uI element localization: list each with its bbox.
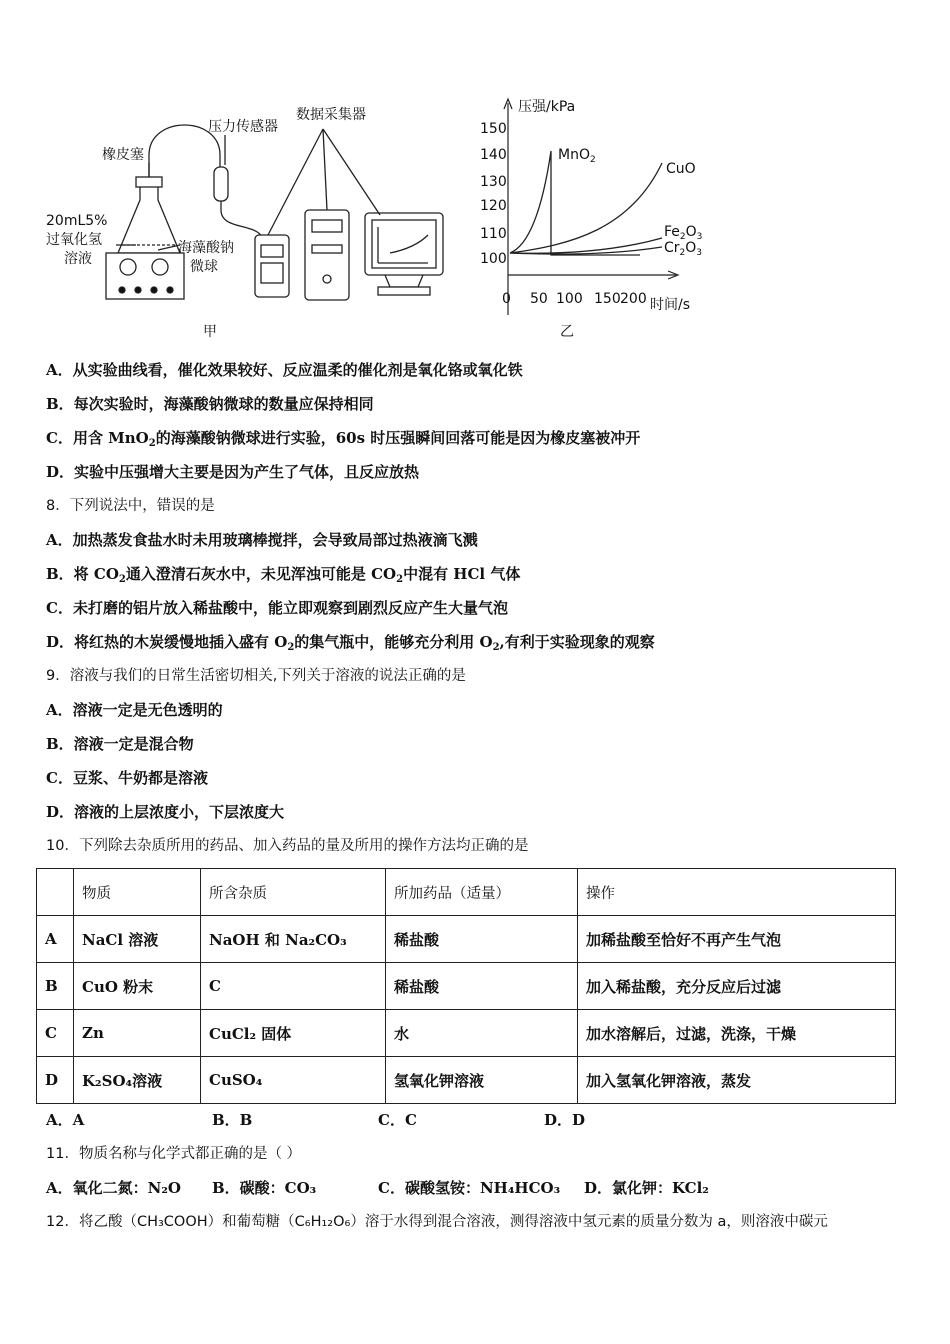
q9-option-a: A．溶液一定是无色透明的 — [46, 701, 223, 719]
q10-option-b: B．B — [212, 1111, 253, 1129]
experiment-figure — [40, 95, 740, 350]
q10-stem: 10．下列除去杂质所用的药品、加入药品的量及所用的操作方法均正确的是 — [46, 838, 529, 854]
q8-option-a: A．加热蒸发食盐水时未用玻璃棒搅拌，会导致局部过热液滴飞溅 — [46, 531, 478, 549]
label-reagent-3: 溶液 — [64, 251, 92, 267]
table-cell: A — [37, 916, 74, 963]
pressure-graph — [480, 99, 702, 340]
q11-options — [46, 1178, 709, 1198]
y-tick: 120 — [480, 198, 507, 214]
table-cell: NaOH 和 Na₂CO₃ — [201, 916, 386, 963]
y-tick: 150 — [480, 121, 507, 137]
table-row — [37, 916, 896, 963]
q9-option-d: D．溶液的上层浓度小，下层浓度大 — [46, 803, 285, 821]
q8-option-b: B．将 $CO_2$通入澄清石灰水中，未见浑浊可能是 $CO_2$中混有 HCl 气体 — [46, 565, 521, 585]
q9-option-c: C．豆浆、牛奶都是溶液 — [46, 769, 208, 787]
caption-jia: 甲 — [203, 324, 217, 340]
table-row — [37, 963, 896, 1010]
x-tick: 0 — [502, 291, 511, 307]
y-tick: 100 — [480, 251, 507, 267]
q11-option-a: A．氧化二氮：N₂O — [46, 1179, 181, 1197]
q8-stem: 8．下列说法中，错误的是 — [46, 498, 215, 514]
q7-option-c: C．用含 MnO$_2$的海藻酸钠微球进行实验，60s 时压强瞬间回落可能是因为橡皮塞被冲开 — [46, 429, 641, 449]
series-fe2o3-curve — [510, 238, 662, 253]
q8-option-c: C．未打磨的铝片放入稀盐酸中，能立即观察到剧烈反应产生大量气泡 — [46, 599, 508, 617]
table-cell: 稀盐酸 — [386, 916, 578, 963]
label-beads-2: 微球 — [190, 259, 218, 275]
q11-option-d: D．氯化钾：KCl₂ — [584, 1179, 709, 1197]
q10-options — [46, 1110, 585, 1130]
series-label-mno2: MnO$_2$ — [558, 147, 596, 165]
q11-stem: 11．物质名称与化学式都正确的是（ ） — [46, 1146, 302, 1162]
label-reagent-1: 20mL5% — [46, 213, 108, 229]
series-cuo-curve — [510, 163, 662, 253]
label-beads-1: 海藻酸钠 — [178, 240, 234, 256]
table-header-cell: 物质 — [74, 869, 201, 916]
table-cell: K₂SO₄溶液 — [74, 1057, 201, 1104]
y-tick: 140 — [480, 147, 507, 163]
series-label-cuo: CuO — [666, 161, 696, 177]
x-tick: 100 — [556, 291, 583, 307]
impurity-removal-table — [36, 868, 896, 1104]
q11-option-b: B．碳酸：CO₃ — [212, 1179, 317, 1197]
series-label-fe2o3: $Fe_2O_3$ — [664, 224, 703, 242]
table-cell: 水 — [386, 1010, 578, 1057]
table-cell: C — [201, 963, 386, 1010]
table-cell: C — [37, 1010, 74, 1057]
q7-option-d: D．实验中压强增大主要是因为产生了气体，且反应放热 — [46, 463, 420, 481]
q12-stem: 12．将乙酸（CH₃COOH）和葡萄糖（C₆H₁₂O₆）溶于水得到混合溶液，测得溶液中氢元素的质量分数为 a，则溶液中碳元 — [46, 1214, 828, 1230]
table-header-cell: 操作 — [578, 869, 896, 916]
label-rubber-stopper: 橡皮塞 — [102, 147, 144, 163]
y-axis-label: 压强/kPa — [518, 99, 576, 115]
y-tick: 110 — [480, 226, 507, 242]
table-cell: CuSO₄ — [201, 1057, 386, 1104]
x-tick: 150 — [594, 291, 621, 307]
label-reagent-2: 过氧化氢 — [46, 232, 102, 248]
table-cell: B — [37, 963, 74, 1010]
table-cell: 氢氧化钾溶液 — [386, 1057, 578, 1104]
q10-option-a: A．A — [46, 1111, 85, 1129]
q7-option-b: B．每次实验时，海藻酸钠微球的数量应保持相同 — [46, 395, 374, 413]
x-tick: 200 — [620, 291, 647, 307]
q9-stem: 9．溶液与我们的日常生活密切相关,下列关于溶液的说法正确的是 — [46, 668, 466, 684]
table-header-cell — [37, 869, 74, 916]
q9-option-b: B．溶液一定是混合物 — [46, 735, 194, 753]
q10-option-c: C．C — [378, 1111, 417, 1129]
table-cell: 加入氢氧化钾溶液，蒸发 — [578, 1057, 896, 1104]
q10-option-d: D．D — [544, 1111, 586, 1129]
table-cell: 稀盐酸 — [386, 963, 578, 1010]
q11-option-c: C．碳酸氢铵：NH₄HCO₃ — [378, 1179, 561, 1197]
table-header-row — [37, 869, 896, 916]
table-cell: D — [37, 1057, 74, 1104]
caption-yi: 乙 — [560, 324, 574, 340]
table-cell: 加水溶解后，过滤，洗涤，干燥 — [578, 1010, 896, 1057]
label-data-collector: 数据采集器 — [296, 107, 366, 123]
q8-option-d: D．将红热的木炭缓慢地插入盛有 $O_2$的集气瓶中，能够充分利用 $O_2$,有利于实验现象的观察 — [46, 633, 655, 653]
y-tick: 130 — [480, 174, 507, 190]
x-axis-label: 时间/s — [650, 297, 691, 313]
table-header-cell: 所含杂质 — [201, 869, 386, 916]
table-row — [37, 1057, 896, 1104]
table-row — [37, 1010, 896, 1057]
series-label-cr2o3: $Cr_2O_3$ — [664, 240, 703, 258]
table-cell: CuO 粉末 — [74, 963, 201, 1010]
table-cell: NaCl 溶液 — [74, 916, 201, 963]
table-cell: 加稀盐酸至恰好不再产生气泡 — [578, 916, 896, 963]
x-tick: 50 — [530, 291, 548, 307]
table-cell: 加入稀盐酸，充分反应后过滤 — [578, 963, 896, 1010]
label-pressure-sensor: 压力传感器 — [208, 119, 278, 135]
table-cell: CuCl₂ 固体 — [201, 1010, 386, 1057]
table-header-cell: 所加药品（适量） — [386, 869, 578, 916]
flask-apparatus — [106, 125, 443, 300]
q7-option-a: A．从实验曲线看，催化效果较好、反应温柔的催化剂是氧化铬或氧化铁 — [46, 361, 523, 379]
table-cell: Zn — [74, 1010, 201, 1057]
